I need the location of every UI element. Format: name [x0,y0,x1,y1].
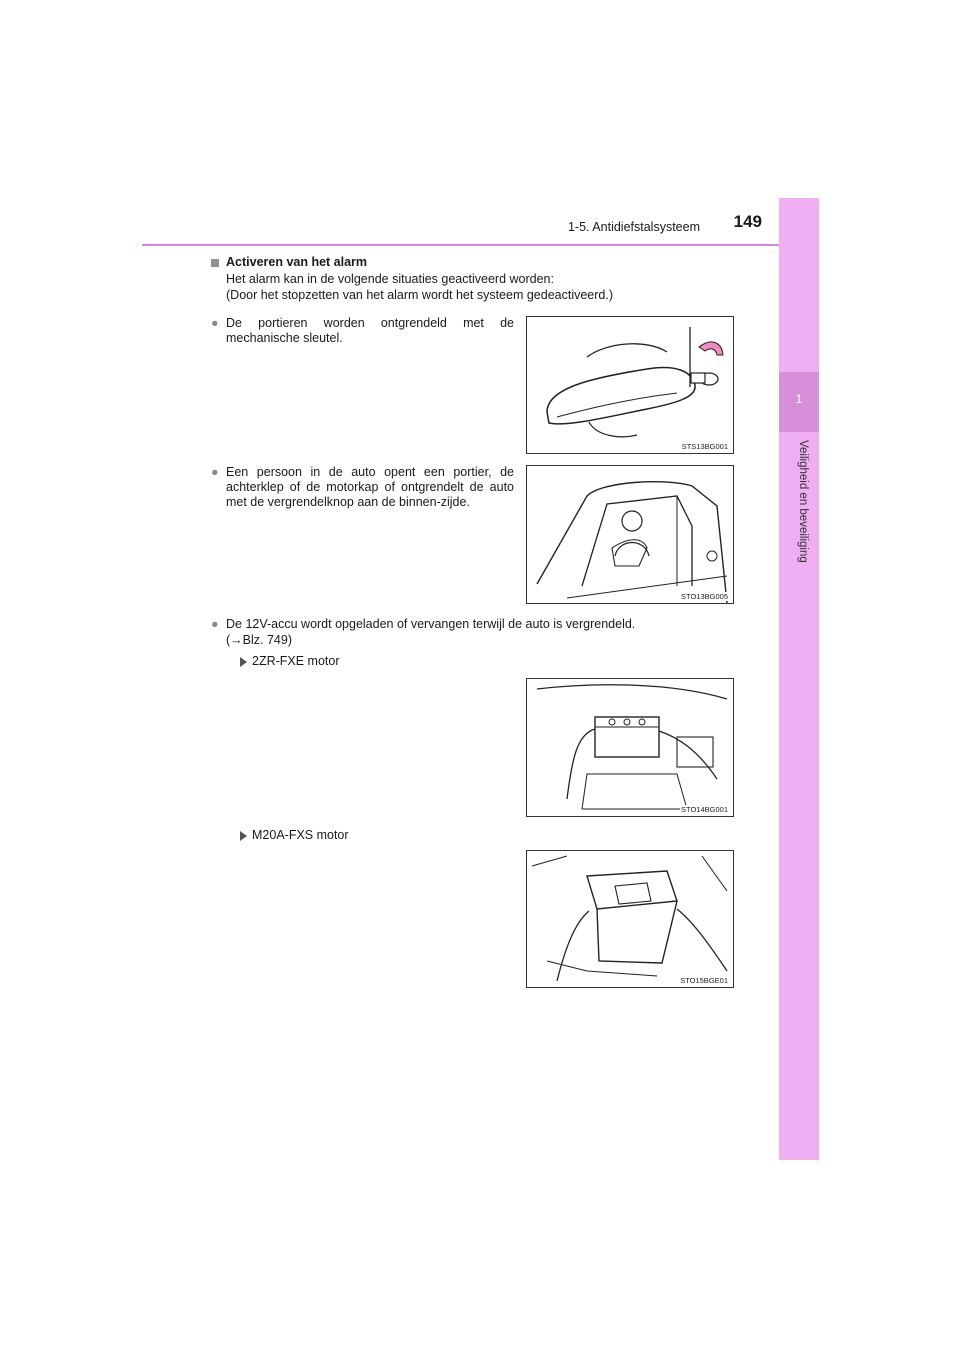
intro-line-2: (Door het stopzetten van het alarm wordt het systeem gedeactiveerd.) [226,288,613,302]
bullet-text-2: Een persoon in de auto opent een portier, de achterklep of de motorkap of ontgrendelt de auto met de vergrendelknop aan de binnen-zijde. [226,465,514,509]
page-reference: (→Blz. 749) [226,633,292,647]
person-in-car-illustration [527,466,733,603]
section-title: 1-5. Antidiefstalsysteem [567,220,700,234]
figure-person-in-car [526,465,734,604]
figure-code: STO15BGE01 [680,976,728,985]
door-handle-illustration [527,317,733,453]
page-number: 149 [733,212,762,231]
figure-code: STO13BG005 [681,592,728,601]
sub-item-label-1: 2ZR-FXE motor [252,654,340,668]
battery-m20a-illustration [527,851,733,987]
bullet-icon: ● [211,617,219,631]
square-bullet-icon [211,259,219,267]
bullet-icon: ● [211,465,219,479]
section-heading: Activeren van het alarm [226,255,368,269]
bullet-icon: ● [211,316,219,330]
chapter-side-tab [779,198,819,1160]
bullet-text-1: De portieren worden ontgrendeld met de mechanische sleutel. [226,316,514,345]
bullet-text-3: De 12V-accu wordt opgeladen of vervangen terwijl de auto is vergrendeld. [226,617,636,631]
figure-code: STO14BG001 [681,805,728,814]
header-divider [142,244,818,246]
battery-2zr-illustration [527,679,733,816]
triangle-bullet-icon [240,657,247,667]
chapter-number: 1 [795,392,803,406]
sub-item-label-2: M20A-FXS motor [252,828,349,842]
figure-battery-2zr [526,678,734,817]
figure-door-handle [526,316,734,454]
chapter-title: Veiligheid en beveiliging [797,440,809,563]
figure-battery-m20a [526,850,734,988]
figure-code: STS13BG001 [681,442,728,451]
triangle-bullet-icon [240,831,247,841]
intro-line-1: Het alarm kan in de volgende situaties geactiveerd worden: [226,272,554,286]
